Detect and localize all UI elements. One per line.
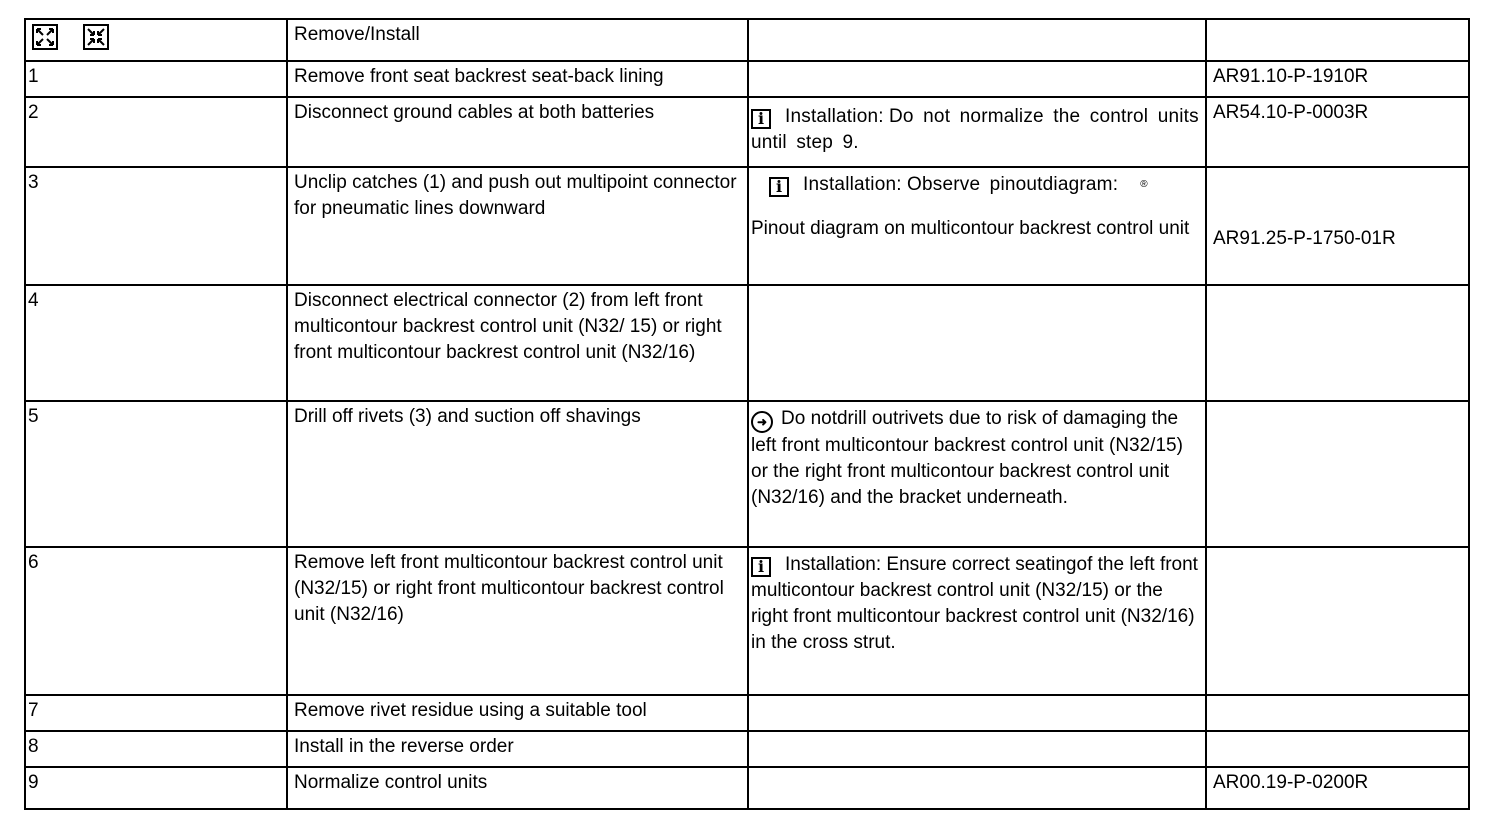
table-row [25,285,1469,401]
step-number: 8 [25,731,287,767]
table-row [25,61,1469,97]
reference-link[interactable]: AR91.10-P-1910R [1206,61,1469,97]
table-row [25,167,1469,285]
step-number: 6 [25,547,287,695]
step-action: Remove rivet residue using a suitable tool [287,695,748,731]
note-text: Do not normalize the control units until step 9. [751,106,1199,153]
task-title: Remove/Install [287,19,748,61]
step-action: Disconnect ground cables at both batteries [287,97,748,167]
step-note [748,401,1206,547]
note-text: Ensure correct seatingof the left front multicontour backrest control unit (N32/15) or the right front multicontour backrest control unit (N32/16) in the cross strut. [751,554,1198,653]
step-action: Install in the reverse order [287,731,748,767]
note-text: Do notdrill outrivets due to risk of damaging the left front multicontour backrest control unit (N32/15) or the right front multicontour backrest control unit (N32/16) and the bracket underneath. [751,408,1183,508]
step-number: 2 [25,97,287,167]
pinout-diagram-text: Pinout diagram on multicontour backrest control unit [751,218,1190,240]
table-row [25,547,1469,695]
step-action: Unclip catches (1) and push out multipoint connector for pneumatic lines downward [287,167,748,285]
info-icon: i [769,177,789,197]
warning-icon: ➜ [751,411,773,433]
step-action: Remove left front multicontour backrest control unit (N32/15) or right front multicontour backrest control unit (N32/16) [287,547,748,695]
reference-cell [1206,167,1469,285]
step-number: 9 [25,767,287,809]
table-row [25,97,1469,167]
table-row [25,731,1469,767]
note-text: Observe pinoutdiagram: [907,174,1119,196]
view-controls-cell [25,19,287,61]
step-number: 4 [25,285,287,401]
table-row [25,767,1469,809]
reference-link[interactable]: AR00.19-P-0200R [1206,767,1469,809]
reference-link[interactable]: AR54.10-P-0003R [1206,97,1469,167]
procedure-table [24,18,1470,810]
step-number: 5 [25,401,287,547]
step-action: Disconnect electrical connector (2) from left front multicontour backrest control unit (N32/ 15) or right front multicontour backrest control unit (N32/16) [287,285,748,401]
step-note [748,167,1206,285]
step-note [748,97,1206,167]
step-action: Remove front seat backrest seat-back lining [287,61,748,97]
table-header-row [25,19,1469,61]
step-action: Normalize control units [287,767,748,809]
pinout-link-icon[interactable]: ® [1140,179,1148,190]
reference-link[interactable]: AR91.25-P-1750-01R [1213,228,1396,249]
table-row [25,401,1469,547]
collapse-icon[interactable] [83,24,109,58]
step-number: 3 [25,167,287,285]
step-note [748,547,1206,695]
table-row [25,695,1469,731]
step-action: Drill off rivets (3) and suction off shavings [287,401,748,547]
note-label: Installation: [785,554,882,575]
note-label: Installation: [803,174,902,196]
info-icon: i [751,557,771,577]
step-number: 1 [25,61,287,97]
note-label: Installation: [785,106,884,127]
step-number: 7 [25,695,287,731]
info-icon: i [751,109,771,129]
expand-icon[interactable] [32,24,58,58]
